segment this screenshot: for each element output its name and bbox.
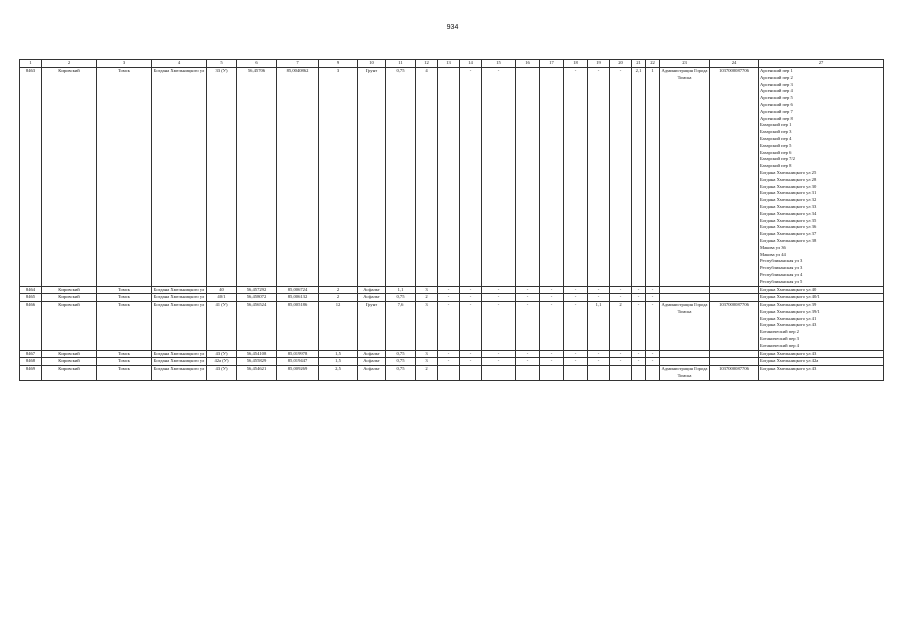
table-cell: - xyxy=(564,302,588,351)
table-cell: 2 xyxy=(416,366,438,381)
table-cell: - xyxy=(564,294,588,302)
table-cell: 1037000087706 xyxy=(710,366,759,381)
table-cell: - xyxy=(438,358,460,366)
table-cell: - xyxy=(482,294,516,302)
address-line: Богдана Хмельницкого ул 39/1 xyxy=(760,308,820,314)
table-cell xyxy=(710,358,759,366)
column-header: 1 xyxy=(20,60,42,68)
table-cell: Асфальт xyxy=(358,350,386,358)
table-cell: 56,458072 xyxy=(237,294,277,302)
table-cell: Томск xyxy=(97,366,152,381)
table-cell: 42а (У) xyxy=(207,358,237,366)
table-cell: 7,6 xyxy=(386,302,416,351)
table-cell: Асфальт xyxy=(358,366,386,381)
address-line: Богдана Хмельницкого ул 43 xyxy=(760,366,817,372)
address-list-cell xyxy=(759,358,884,366)
address-line: Базарский пер 8 xyxy=(760,163,792,169)
table-cell: Богдана Хмельницкого ул xyxy=(152,366,207,381)
table-cell: 40 xyxy=(207,286,237,294)
address-line: Богдана Хмельницкого ул 42а xyxy=(760,358,819,364)
table-cell: 3 xyxy=(416,358,438,366)
table-cell: - xyxy=(482,286,516,294)
table-cell: Томск xyxy=(97,302,152,351)
table-cell: Асфальт xyxy=(358,294,386,302)
table-cell: 56,45706 xyxy=(237,68,277,287)
table-cell: 2,5 xyxy=(319,366,358,381)
address-list-cell xyxy=(759,68,884,287)
table-cell: - xyxy=(588,294,610,302)
table-cell: 8463 xyxy=(20,68,42,287)
address-line: Базарский пер 4 xyxy=(760,135,792,141)
address-line: Арсенский пер 2 xyxy=(760,74,793,80)
table-cell: 1037000087706 xyxy=(710,68,759,287)
table-row xyxy=(20,358,884,366)
table-cell: - xyxy=(588,68,610,287)
table-cell xyxy=(564,366,588,381)
table-cell: Томск xyxy=(97,286,152,294)
address-line: Богдана Хмельницкого ул 36 xyxy=(760,224,817,230)
table-cell: Грунт xyxy=(358,68,386,287)
address-line: Республиканская ул 5 xyxy=(760,278,803,284)
column-header: 11 xyxy=(386,60,416,68)
table-cell: - xyxy=(632,358,646,366)
table-cell: 2 xyxy=(319,286,358,294)
table-cell xyxy=(588,366,610,381)
table-cell xyxy=(660,358,710,366)
table-cell: 43 (У) xyxy=(207,350,237,358)
table-row xyxy=(20,302,884,351)
address-line: Макова ул 44 xyxy=(760,251,786,257)
table-cell xyxy=(660,294,710,302)
table-cell: 85,0040862 xyxy=(277,68,319,287)
table-cell: Кировский xyxy=(42,366,97,381)
address-line: Базарский пер 5 xyxy=(760,142,792,148)
address-list-cell xyxy=(759,350,884,358)
column-header: 5 xyxy=(207,60,237,68)
table-cell xyxy=(610,366,632,381)
table-cell: Томск xyxy=(97,358,152,366)
table-row xyxy=(20,294,884,302)
address-line: Республиканская ул 3 xyxy=(760,265,803,271)
table-cell xyxy=(516,68,540,287)
column-header: 17 xyxy=(540,60,564,68)
column-header: 21 xyxy=(632,60,646,68)
table-cell: Богдана Хмельницкого ул xyxy=(152,294,207,302)
address-line: Богдана Хмельницкого ул 28 xyxy=(760,176,817,182)
address-line: Ботанический пер 4 xyxy=(760,342,799,348)
column-header: 20 xyxy=(610,60,632,68)
table-cell: 0,75 xyxy=(386,68,416,287)
address-line: Арсенский пер 8 xyxy=(760,115,793,121)
column-header: 16 xyxy=(516,60,540,68)
table-cell: 56,457292 xyxy=(237,286,277,294)
table-cell: - xyxy=(646,358,660,366)
table-cell: 2 xyxy=(416,294,438,302)
address-line: Богдана Хмельницкого ул 43 xyxy=(760,350,817,356)
table-cell: 1,1 xyxy=(588,302,610,351)
address-line: Макова ул 36 xyxy=(760,244,786,250)
column-header: 10 xyxy=(358,60,386,68)
table-row xyxy=(20,366,884,381)
address-line: Базарский пер 6 xyxy=(760,149,792,155)
address-line: Базарский пер 1 xyxy=(760,122,792,128)
column-header: 18 xyxy=(564,60,588,68)
address-line: Богдана Хмельницкого ул 31 xyxy=(760,190,817,196)
table-cell: Грунт xyxy=(358,302,386,351)
table-cell: Кировский xyxy=(42,350,97,358)
address-line: Базарский пер 3 xyxy=(760,129,792,135)
table-cell xyxy=(632,366,646,381)
table-cell: - xyxy=(632,302,646,351)
table-cell: - xyxy=(460,302,482,351)
table-cell: - xyxy=(610,68,632,287)
address-line: Арсенский пер 1 xyxy=(760,68,793,73)
table-cell: - xyxy=(564,68,588,287)
column-header: 22 xyxy=(646,60,660,68)
address-line: Богдана Хмельницкого ул 25 xyxy=(760,169,817,175)
table-cell: - xyxy=(438,350,460,358)
table-cell xyxy=(540,68,564,287)
table-cell: - xyxy=(460,294,482,302)
table-cell: 85,019447 xyxy=(277,358,319,366)
address-line: Богдана Хмельницкого ул 40 xyxy=(760,286,817,292)
table-cell xyxy=(660,286,710,294)
table-cell: - xyxy=(460,286,482,294)
table-cell: - xyxy=(610,350,632,358)
table-cell: - xyxy=(540,294,564,302)
table-cell xyxy=(710,350,759,358)
table-cell xyxy=(460,366,482,381)
column-header: 6 xyxy=(237,60,277,68)
table-cell: 2,1 xyxy=(632,68,646,287)
table-cell xyxy=(660,350,710,358)
table-cell: - xyxy=(438,286,460,294)
table-cell: Кировский xyxy=(42,302,97,351)
table-cell xyxy=(516,366,540,381)
table-cell: 8468 xyxy=(20,358,42,366)
column-header: 23 xyxy=(660,60,710,68)
table-cell: 8467 xyxy=(20,350,42,358)
table-cell: 56,454108 xyxy=(237,350,277,358)
address-line: Богдана Хмельницкого ул 33 xyxy=(760,203,817,209)
address-line: Арсенский пер 6 xyxy=(760,101,793,107)
table-cell: - xyxy=(482,358,516,366)
table-cell: - xyxy=(646,302,660,351)
table-cell: - xyxy=(632,294,646,302)
table-cell xyxy=(482,366,516,381)
table-cell: - xyxy=(632,350,646,358)
table-cell: 85,006132 xyxy=(277,294,319,302)
header-row xyxy=(20,60,884,68)
table-cell: Асфальт xyxy=(358,286,386,294)
address-line: Арсенский пер 3 xyxy=(760,81,793,87)
table-cell: Администрация Города Томска xyxy=(660,68,710,287)
table-cell: 8466 xyxy=(20,302,42,351)
table-cell: Богдана Хмельницкого ул xyxy=(152,286,207,294)
table-cell: - xyxy=(516,286,540,294)
table-cell: - xyxy=(610,286,632,294)
table-cell: - xyxy=(610,358,632,366)
table-cell: - xyxy=(588,350,610,358)
column-header: 13 xyxy=(438,60,460,68)
column-header: 3 xyxy=(97,60,152,68)
table-cell: Кировский xyxy=(42,68,97,287)
table-cell: - xyxy=(482,350,516,358)
table-cell: - xyxy=(646,286,660,294)
table-cell: - xyxy=(438,302,460,351)
table-cell: 85,005186 xyxy=(277,302,319,351)
address-line: Арсенский пер 5 xyxy=(760,95,793,101)
table-cell: 8465 xyxy=(20,294,42,302)
column-header: 7 xyxy=(277,60,319,68)
table-cell: - xyxy=(460,68,482,287)
address-line: Богдана Хмельницкого ул 39 xyxy=(760,302,817,308)
table-cell: 12 xyxy=(319,302,358,351)
table-cell xyxy=(710,294,759,302)
table-cell: Богдана Хмельницкого ул xyxy=(152,302,207,351)
table-cell: 0,75 xyxy=(386,294,416,302)
table-cell: - xyxy=(516,350,540,358)
table-cell: 4 xyxy=(416,68,438,287)
table-cell: - xyxy=(438,294,460,302)
table-cell: Томск xyxy=(97,350,152,358)
table-cell: 2 xyxy=(319,294,358,302)
table-cell: - xyxy=(460,350,482,358)
column-header: 2 xyxy=(42,60,97,68)
address-list-cell xyxy=(759,302,884,351)
address-list-cell xyxy=(759,366,884,381)
table-cell: 85,006724 xyxy=(277,286,319,294)
table-cell xyxy=(438,68,460,287)
column-header: 24 xyxy=(710,60,759,68)
table-cell xyxy=(646,366,660,381)
table-cell: Томск xyxy=(97,68,152,287)
address-line: Богдана Хмельницкого ул 30 xyxy=(760,183,817,189)
table-cell: - xyxy=(540,302,564,351)
column-header: 15 xyxy=(482,60,516,68)
column-header: 19 xyxy=(588,60,610,68)
table-cell: Асфальт xyxy=(358,358,386,366)
table-cell xyxy=(710,286,759,294)
table-row xyxy=(20,68,884,287)
table-cell: 85,009269 xyxy=(277,366,319,381)
table-cell: 3 xyxy=(416,286,438,294)
address-line: Арсенский пер 4 xyxy=(760,88,793,94)
table-cell: 56,455829 xyxy=(237,358,277,366)
column-header: 12 xyxy=(416,60,438,68)
table-body xyxy=(20,68,884,381)
table-cell: Богдана Хмельницкого ул xyxy=(152,68,207,287)
address-line: Богдана Хмельницкого ул 32 xyxy=(760,197,817,203)
table-cell: Богдана Хмельницкого ул xyxy=(152,358,207,366)
table-cell: 8464 xyxy=(20,286,42,294)
address-line: Республиканская ул 3 xyxy=(760,258,803,264)
table-cell: 43 (У) xyxy=(207,366,237,381)
table-cell: 56,456524 xyxy=(237,302,277,351)
table-cell xyxy=(438,366,460,381)
table-cell: 1037000087706 xyxy=(710,302,759,351)
table-cell: - xyxy=(588,286,610,294)
table-cell: - xyxy=(540,358,564,366)
address-line: Ботанический пер 2 xyxy=(760,329,799,335)
table-cell: - xyxy=(516,294,540,302)
table-cell: 3 xyxy=(319,68,358,287)
address-line: Богдана Хмельницкого ул 43 xyxy=(760,322,817,328)
table-cell: Томск xyxy=(97,294,152,302)
table-cell: - xyxy=(646,294,660,302)
table-cell: - xyxy=(564,358,588,366)
table-cell: 1 xyxy=(646,68,660,287)
table-cell: 33 (У) xyxy=(207,68,237,287)
address-line: Богдана Хмельницкого ул 41 xyxy=(760,315,817,321)
table-cell: 0,75 xyxy=(386,366,416,381)
table-cell: Администрация Города Томска xyxy=(660,302,710,351)
address-line: Богдана Хмельницкого ул 37 xyxy=(760,231,817,237)
address-line: Богдана Хмельницкого ул 34 xyxy=(760,210,817,216)
table-cell: 3 xyxy=(416,302,438,351)
address-line: Богдана Хмельницкого ул 40/1 xyxy=(760,294,820,300)
table-cell: - xyxy=(516,358,540,366)
address-line: Ботанический пер 3 xyxy=(760,336,799,342)
table-cell: 40/1 xyxy=(207,294,237,302)
table-cell: 0,75 xyxy=(386,358,416,366)
page-number: 934 xyxy=(446,24,459,31)
table-cell: Кировский xyxy=(42,294,97,302)
column-header: 9 xyxy=(319,60,358,68)
table-cell: 1,5 xyxy=(319,358,358,366)
table-cell: Богдана Хмельницкого ул xyxy=(152,350,207,358)
address-list-cell xyxy=(759,286,884,294)
table-cell: 0,75 xyxy=(386,350,416,358)
column-header: 14 xyxy=(460,60,482,68)
table-row xyxy=(20,286,884,294)
table-cell: 2 xyxy=(610,302,632,351)
table-cell: - xyxy=(632,286,646,294)
address-line: Богдана Хмельницкого ул 35 xyxy=(760,217,817,223)
table-cell: Кировский xyxy=(42,358,97,366)
table-cell: - xyxy=(564,286,588,294)
table-cell: 85,019978 xyxy=(277,350,319,358)
table-cell: 1,5 xyxy=(319,350,358,358)
table-cell: - xyxy=(610,294,632,302)
table-cell: - xyxy=(460,358,482,366)
table-cell: - xyxy=(564,350,588,358)
table-cell: Администрация Города Томска xyxy=(660,366,710,381)
table-cell: 56,454621 xyxy=(237,366,277,381)
address-line: Арсенский пер 7 xyxy=(760,108,793,114)
table-cell: - xyxy=(540,286,564,294)
table-cell: - xyxy=(540,350,564,358)
table-cell: 8469 xyxy=(20,366,42,381)
table-cell: - xyxy=(646,350,660,358)
register-table xyxy=(19,59,884,381)
table-cell: - xyxy=(482,302,516,351)
address-line: Богдана Хмельницкого ул 38 xyxy=(760,237,817,243)
table-cell: - xyxy=(516,302,540,351)
address-line: Базарский пер 7/2 xyxy=(760,156,795,162)
table-cell: - xyxy=(588,358,610,366)
column-header: 4 xyxy=(152,60,207,68)
column-header: 27 xyxy=(759,60,884,68)
table-cell: 41 (У) xyxy=(207,302,237,351)
table-cell: Кировский xyxy=(42,286,97,294)
table-row xyxy=(20,350,884,358)
table-cell: 3 xyxy=(416,350,438,358)
table-cell xyxy=(540,366,564,381)
table-cell: 1,1 xyxy=(386,286,416,294)
address-line: Республиканская ул 4 xyxy=(760,271,803,277)
table-cell: - xyxy=(482,68,516,287)
address-list-cell xyxy=(759,294,884,302)
